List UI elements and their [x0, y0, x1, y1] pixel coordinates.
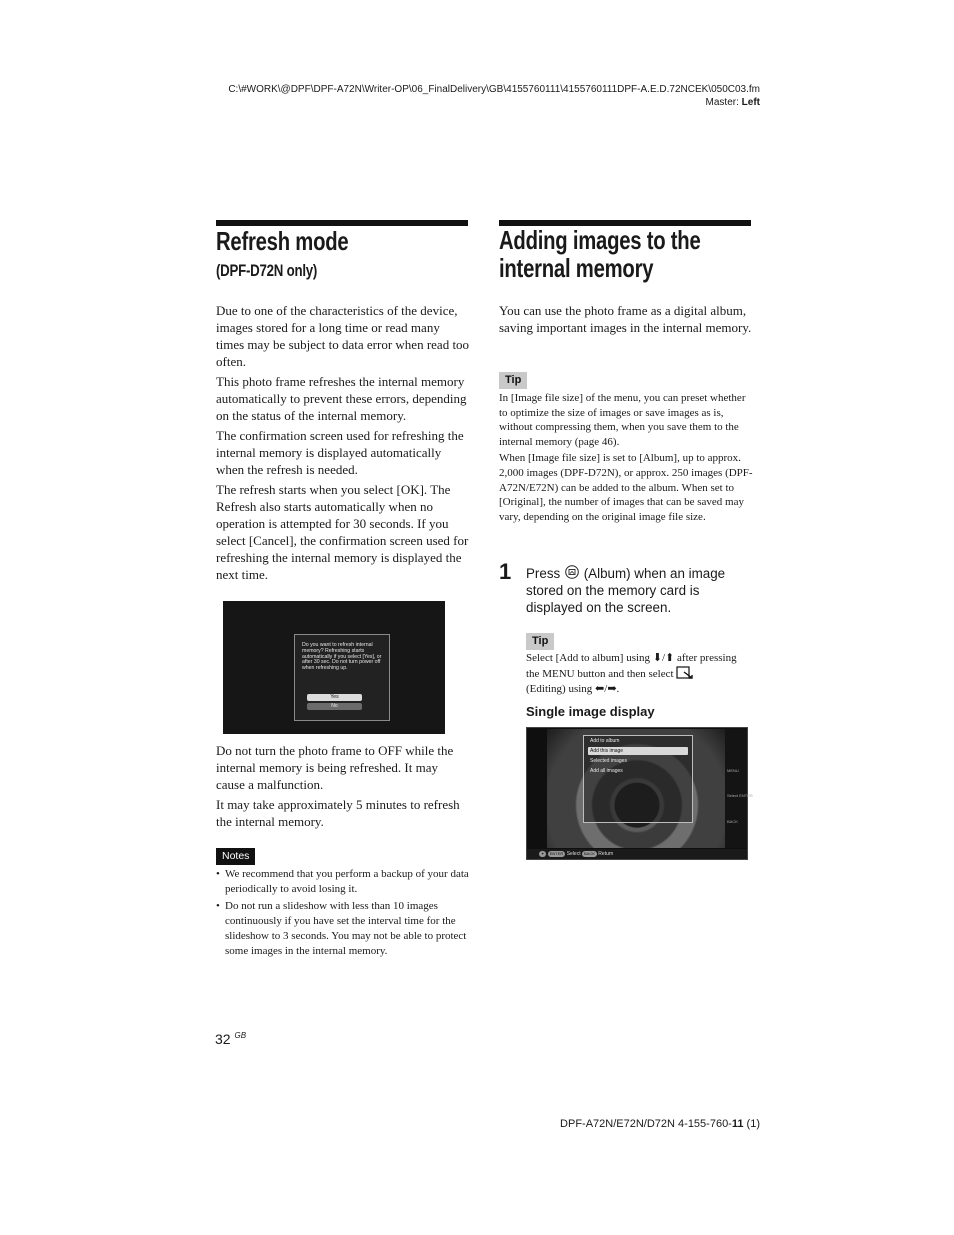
paragraph: The confirmation screen used for refreshing the internal memory is displayed automatically when the refresh is needed.	[216, 428, 464, 477]
page-region-suffix: GB	[234, 1031, 247, 1040]
menu-item-add-this-image[interactable]: Add this image	[588, 747, 688, 755]
refresh-warning	[216, 742, 470, 833]
footer-model: DPF-A72N/E72N/D72N 4-155-760-	[560, 1118, 732, 1130]
section-subtitle-refresh: (DPF-D72N only)	[216, 261, 318, 280]
paragraph: It may take approximately 5 minutes to refresh the internal memory.	[216, 797, 460, 829]
step-instruction	[526, 565, 748, 616]
tip-badge: Tip	[499, 372, 527, 389]
enter-key: ENTER	[549, 851, 564, 856]
file-path: C:\#WORK\@DPF\DPF-A72N\Writer-OP\06_FinalDelivery\GB\4155760111\4155760111DPF-A.E.D.72NCEK\050C03.fm	[228, 84, 760, 95]
master-value: Left	[741, 97, 760, 108]
album-button-icon	[564, 565, 580, 579]
status-return: Return	[598, 851, 614, 857]
step-text-after: (Album) when an image stored on the memory card is displayed on the screen.	[526, 566, 726, 615]
status-bar	[527, 849, 747, 859]
tip-body	[499, 391, 753, 526]
tip-badge: Tip	[526, 633, 554, 650]
refresh-body	[216, 302, 470, 586]
menu-item-add-all-images[interactable]: Add all images	[590, 768, 623, 774]
section-title-adding-line1: Adding images to the	[499, 225, 701, 255]
paragraph: Due to one of the characteristics of the device, images stored for a long time or read many times may be subject to data error when read too often.	[216, 303, 470, 369]
tip2-line	[526, 666, 752, 682]
tip2-line: (Editing) using ⬅/➡.	[526, 683, 620, 695]
album-menu	[583, 735, 693, 823]
side-label-menu: MENU	[727, 768, 739, 773]
adding-intro	[499, 302, 753, 339]
step-number: 1	[499, 559, 512, 584]
menu-item-selected-images[interactable]: Selected images	[590, 758, 627, 764]
paragraph: This photo frame refreshes the internal memory automatically to prevent these errors, depending on the status of the internal memory.	[216, 374, 467, 423]
master-page-label	[706, 97, 760, 108]
tip-label	[499, 370, 527, 389]
menu-title-add-to-album: Add to album	[590, 738, 620, 744]
status-select: Select	[566, 851, 581, 857]
paragraph: In [Image file size] of the menu, you can preset whether to optimize the size of images or save images as is, without compressing them, when you save them to the internal memory (page 46).	[499, 392, 746, 448]
screen-caption: Single image display	[526, 704, 655, 719]
refresh-dialog-message: Do you want to refresh internal memory? Refreshing starts automatically if you select [Yes], or after 30 sec. Do not turn power off when refreshing up.	[302, 642, 382, 672]
side-label-back: BACK	[727, 819, 738, 824]
paragraph: You can use the photo frame as a digital album, saving important images in the internal memory.	[499, 303, 752, 335]
section-title-adding-line2: internal memory	[499, 253, 654, 283]
section-title-refresh: Refresh mode	[216, 226, 349, 256]
page-number-value: 32	[215, 1031, 231, 1047]
notes-label	[216, 846, 255, 865]
refresh-confirmation-screen	[223, 601, 445, 734]
notes-badge: Notes	[216, 848, 255, 865]
refresh-dialog	[294, 634, 390, 721]
arrow-keys-icon: ✦	[541, 851, 545, 856]
back-key: BACK	[584, 851, 595, 856]
tip2-line2-text: the MENU button and then select	[526, 668, 674, 680]
master-label: Master:	[705, 97, 739, 108]
side-panel	[725, 729, 753, 848]
footer-version: 11	[731, 1118, 744, 1130]
paragraph: Do not turn the photo frame to OFF while the internal memory is being refreshed. It may cause a malfunction.	[216, 743, 454, 792]
tip2-label	[526, 631, 554, 650]
footer-suffix: (1)	[743, 1118, 760, 1130]
list-item: • We recommend that you perform a backup of your data periodically to avoid losing it.	[216, 867, 470, 897]
notes-list	[216, 867, 470, 961]
no-button[interactable]: No	[307, 703, 362, 710]
side-label-select: Select ENTER	[727, 793, 753, 798]
tip2-line: Select [Add to album] using ⬇/⬆ after pressing	[526, 652, 737, 664]
list-item: • Do not run a slideshow with less than 10 images continuously if you have set the interval time for the slideshow to 3 seconds. You may not be able to protect some images in the internal memory.	[216, 899, 470, 959]
document-id	[560, 1118, 760, 1130]
page-number	[215, 1031, 246, 1047]
tip2-body	[526, 651, 752, 697]
paragraph: The refresh starts when you select [OK]. The Refresh also starts automatically when no operation is attempted for 30 seconds. If you select [Cancel], the confirmation screen used for refreshing the internal memory is displayed the next time.	[216, 482, 469, 582]
yes-button[interactable]: Yes	[307, 694, 362, 701]
single-image-display-screen	[526, 727, 753, 860]
editing-icon	[676, 666, 694, 679]
paragraph: When [Image file size] is set to [Album], up to approx. 2,000 images (DPF-D72N), or approx. 250 images (DPF-A72N/E72N) can be added to the album. When set to [Original], the number of images that can be saved may vary, depending on the original image file size.	[499, 452, 753, 523]
step-text-before: Press	[526, 566, 561, 581]
